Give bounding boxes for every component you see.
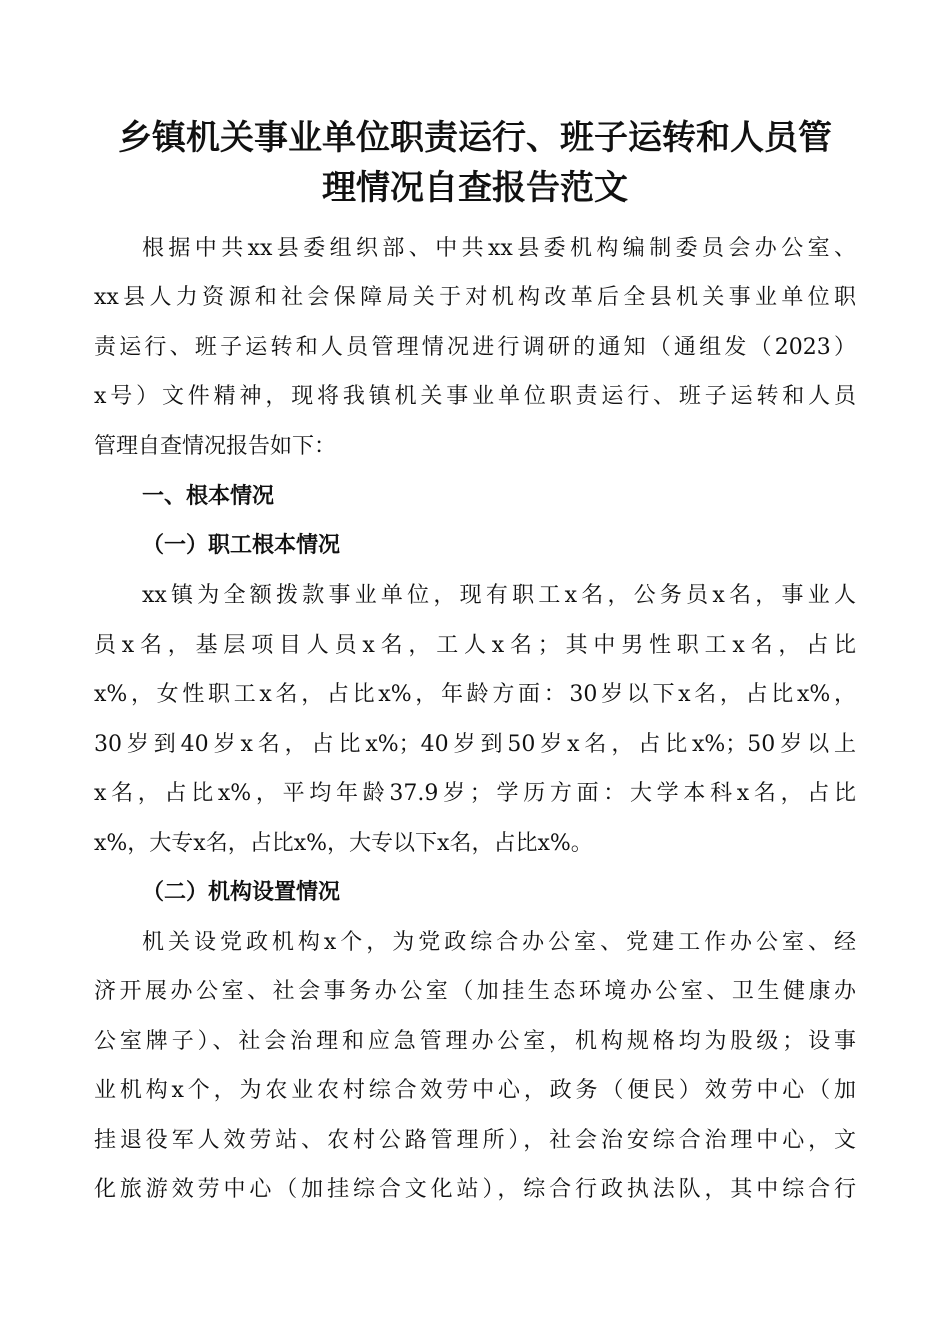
- intro-line: 责运行、班子运转和人员管理情况进行调研的通知（通组发（2023）: [94, 335, 856, 360]
- staff-paragraph-line: 30岁到40岁x名，占比x%；40岁到50岁x名，占比x%；50岁以上: [94, 732, 856, 757]
- subsection-heading-org: （二）机构设置情况: [142, 880, 341, 905]
- intro-line: 根据中共xx县委组织部、中共xx县委机构编制委员会办公室、: [142, 236, 856, 261]
- staff-paragraph-line: x%，女性职工x名，占比x%，年龄方面：30岁以下x名，占比x%，: [94, 682, 856, 707]
- org-paragraph-line: 业机构x个，为农业农村综合效劳中心，政务（便民）效劳中心（加: [94, 1078, 856, 1103]
- org-paragraph-line: 化旅游效劳中心（加挂综合文化站），综合行政执法队，其中综合行: [94, 1177, 856, 1202]
- section-heading-basic: 一、根本情况: [142, 484, 275, 509]
- staff-paragraph-line: x%，大专x名，占比x%，大专以下x名，占比x%。: [94, 831, 593, 856]
- staff-paragraph-line: 员x名，基层项目人员x名，工人x名；其中男性职工x名，占比: [94, 633, 856, 658]
- staff-paragraph-line: xx镇为全额拨款事业单位，现有职工x名，公务员x名，事业人: [142, 583, 856, 608]
- org-paragraph-line: 机关设党政机构x个，为党政综合办公室、党建工作办公室、经: [142, 930, 856, 955]
- document-title-line-2: 理情况自查报告范文: [322, 168, 628, 208]
- staff-paragraph-line: x名，占比x%，平均年龄37.9岁；学历方面：大学本科x名，占比: [94, 781, 856, 806]
- org-paragraph-line: 公室牌子）、社会治理和应急管理办公室，机构规格均为股级；设事: [94, 1029, 856, 1054]
- intro-line: 管理自查情况报告如下：: [94, 434, 337, 459]
- document-title-line-1: 乡镇机关事业单位职责运行、班子运转和人员管: [118, 118, 832, 158]
- subsection-heading-staff: （一）职工根本情况: [142, 533, 341, 558]
- intro-line: xx县人力资源和社会保障局关于对机构改革后全县机关事业单位职: [94, 285, 856, 310]
- org-paragraph-line: 挂退役军人效劳站、农村公路管理所），社会治安综合治理中心，文: [94, 1128, 856, 1153]
- org-paragraph-line: 济开展办公室、社会事务办公室（加挂生态环境办公室、卫生健康办: [94, 979, 856, 1004]
- intro-line: x号）文件精神，现将我镇机关事业单位职责运行、班子运转和人员: [94, 384, 856, 409]
